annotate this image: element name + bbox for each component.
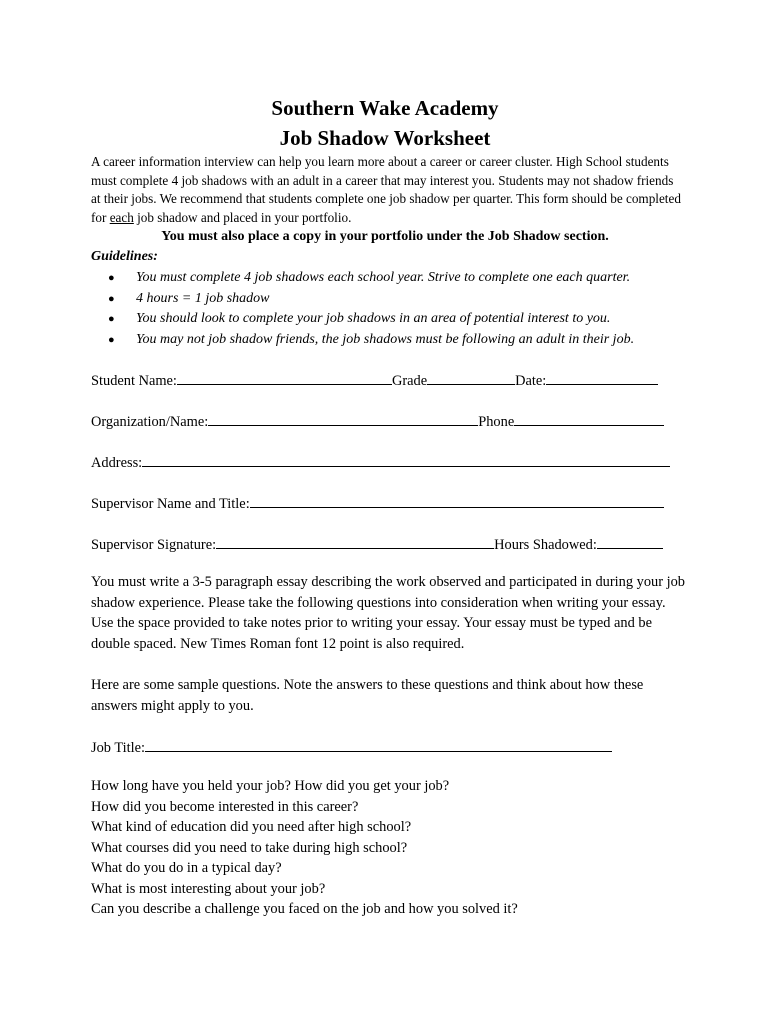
supervisor-signature-field[interactable] — [216, 533, 494, 549]
signature-row — [91, 533, 691, 555]
intro-text-after: job shadow and placed in your portfolio. — [133, 209, 352, 225]
question-item: What is most interesting about your job? — [91, 880, 326, 897]
address-field[interactable] — [142, 451, 670, 467]
portfolio-notice: You must also place a copy in your portfolio under the Job Shadow section. — [161, 229, 609, 244]
bullet-icon: ● — [108, 292, 115, 305]
guideline-text: You may not job shadow friends, the job shadows must be following an adult in their job. — [136, 331, 635, 347]
worksheet-title: Job Shadow Worksheet — [279, 126, 491, 150]
guideline-item — [108, 309, 708, 330]
school-name: Southern Wake Academy — [271, 96, 499, 120]
guidelines-list — [108, 268, 708, 350]
date-field[interactable] — [546, 369, 658, 385]
guideline-text: 4 hours = 1 job shadow — [136, 290, 270, 306]
organization-label: Organization/Name: — [91, 414, 209, 430]
bullet-icon: ● — [108, 333, 115, 346]
hours-shadowed-label: Hours Shadowed: — [494, 537, 597, 553]
intro-text-before: A career information interview can help you learn more about a career or career cluster. High School students must complete 4 job shadows with an adult in a career that may interest you. Students may not shadow friends at their jobs. We recommend that students complete one job shadow per quarter. This form should be completed for — [91, 154, 681, 225]
guideline-text: You must complete 4 job shadows each school year. Strive to complete one each quarter. — [136, 270, 631, 285]
question-item: How long have you held your job? How did you get your job? — [91, 778, 450, 794]
bullet-icon: ● — [108, 313, 115, 325]
organization-row — [91, 410, 691, 432]
essay-instructions: You must write a 3-5 paragraph essay describing the work observed and participated in during your job shadow experience. Please take the following questions into consideration when writing your essay. Use the space provided to take notes prior to writing your essay. Your essay must be typed and be double spaced. New Times Roman font 12 point is also required. — [91, 574, 686, 652]
guidelines-heading: Guidelines: — [91, 249, 158, 264]
organization-field[interactable] — [208, 410, 478, 426]
hours-shadowed-field[interactable] — [597, 533, 663, 549]
question-item: What courses did you need to take during high school? — [91, 839, 408, 856]
sample-questions-list — [91, 776, 691, 920]
question-item: How did you become interested in this career? — [91, 798, 359, 815]
guideline-text: You should look to complete your job shadows in an area of potential interest to you. — [136, 311, 611, 326]
question-item: What kind of education did you need after high school? — [91, 819, 412, 835]
guideline-item — [108, 289, 708, 310]
phone-field[interactable] — [514, 410, 664, 426]
student-name-label: Student Name: — [91, 373, 177, 389]
address-label: Address: — [91, 455, 143, 471]
question-item: Can you describe a challenge you faced on the job and how you solved it? — [91, 901, 518, 917]
question-item: What do you do in a typical day? — [91, 860, 282, 876]
intro-underlined-word: each — [109, 209, 134, 225]
bullet-icon: ● — [108, 272, 115, 284]
intro-paragraph — [91, 153, 681, 227]
job-title-row — [91, 736, 691, 758]
student-name-field[interactable] — [177, 369, 392, 385]
grade-field[interactable] — [427, 369, 515, 385]
guideline-item — [108, 330, 708, 351]
job-title-field[interactable] — [145, 736, 612, 752]
supervisor-name-label: Supervisor Name and Title: — [91, 496, 250, 512]
phone-label: Phone — [478, 414, 515, 430]
student-info-row — [91, 369, 691, 391]
address-row — [91, 451, 691, 473]
job-title-label: Job Title: — [91, 740, 145, 756]
supervisor-name-field[interactable] — [250, 492, 664, 508]
supervisor-name-row — [91, 492, 691, 514]
sample-questions-intro: Here are some sample questions. Note the answers to these questions and think about how these answers might apply to you. — [91, 677, 644, 714]
guideline-item — [108, 268, 708, 289]
supervisor-signature-label: Supervisor Signature: — [91, 537, 217, 553]
date-label: Date: — [515, 373, 547, 389]
grade-label: Grade — [391, 373, 428, 389]
